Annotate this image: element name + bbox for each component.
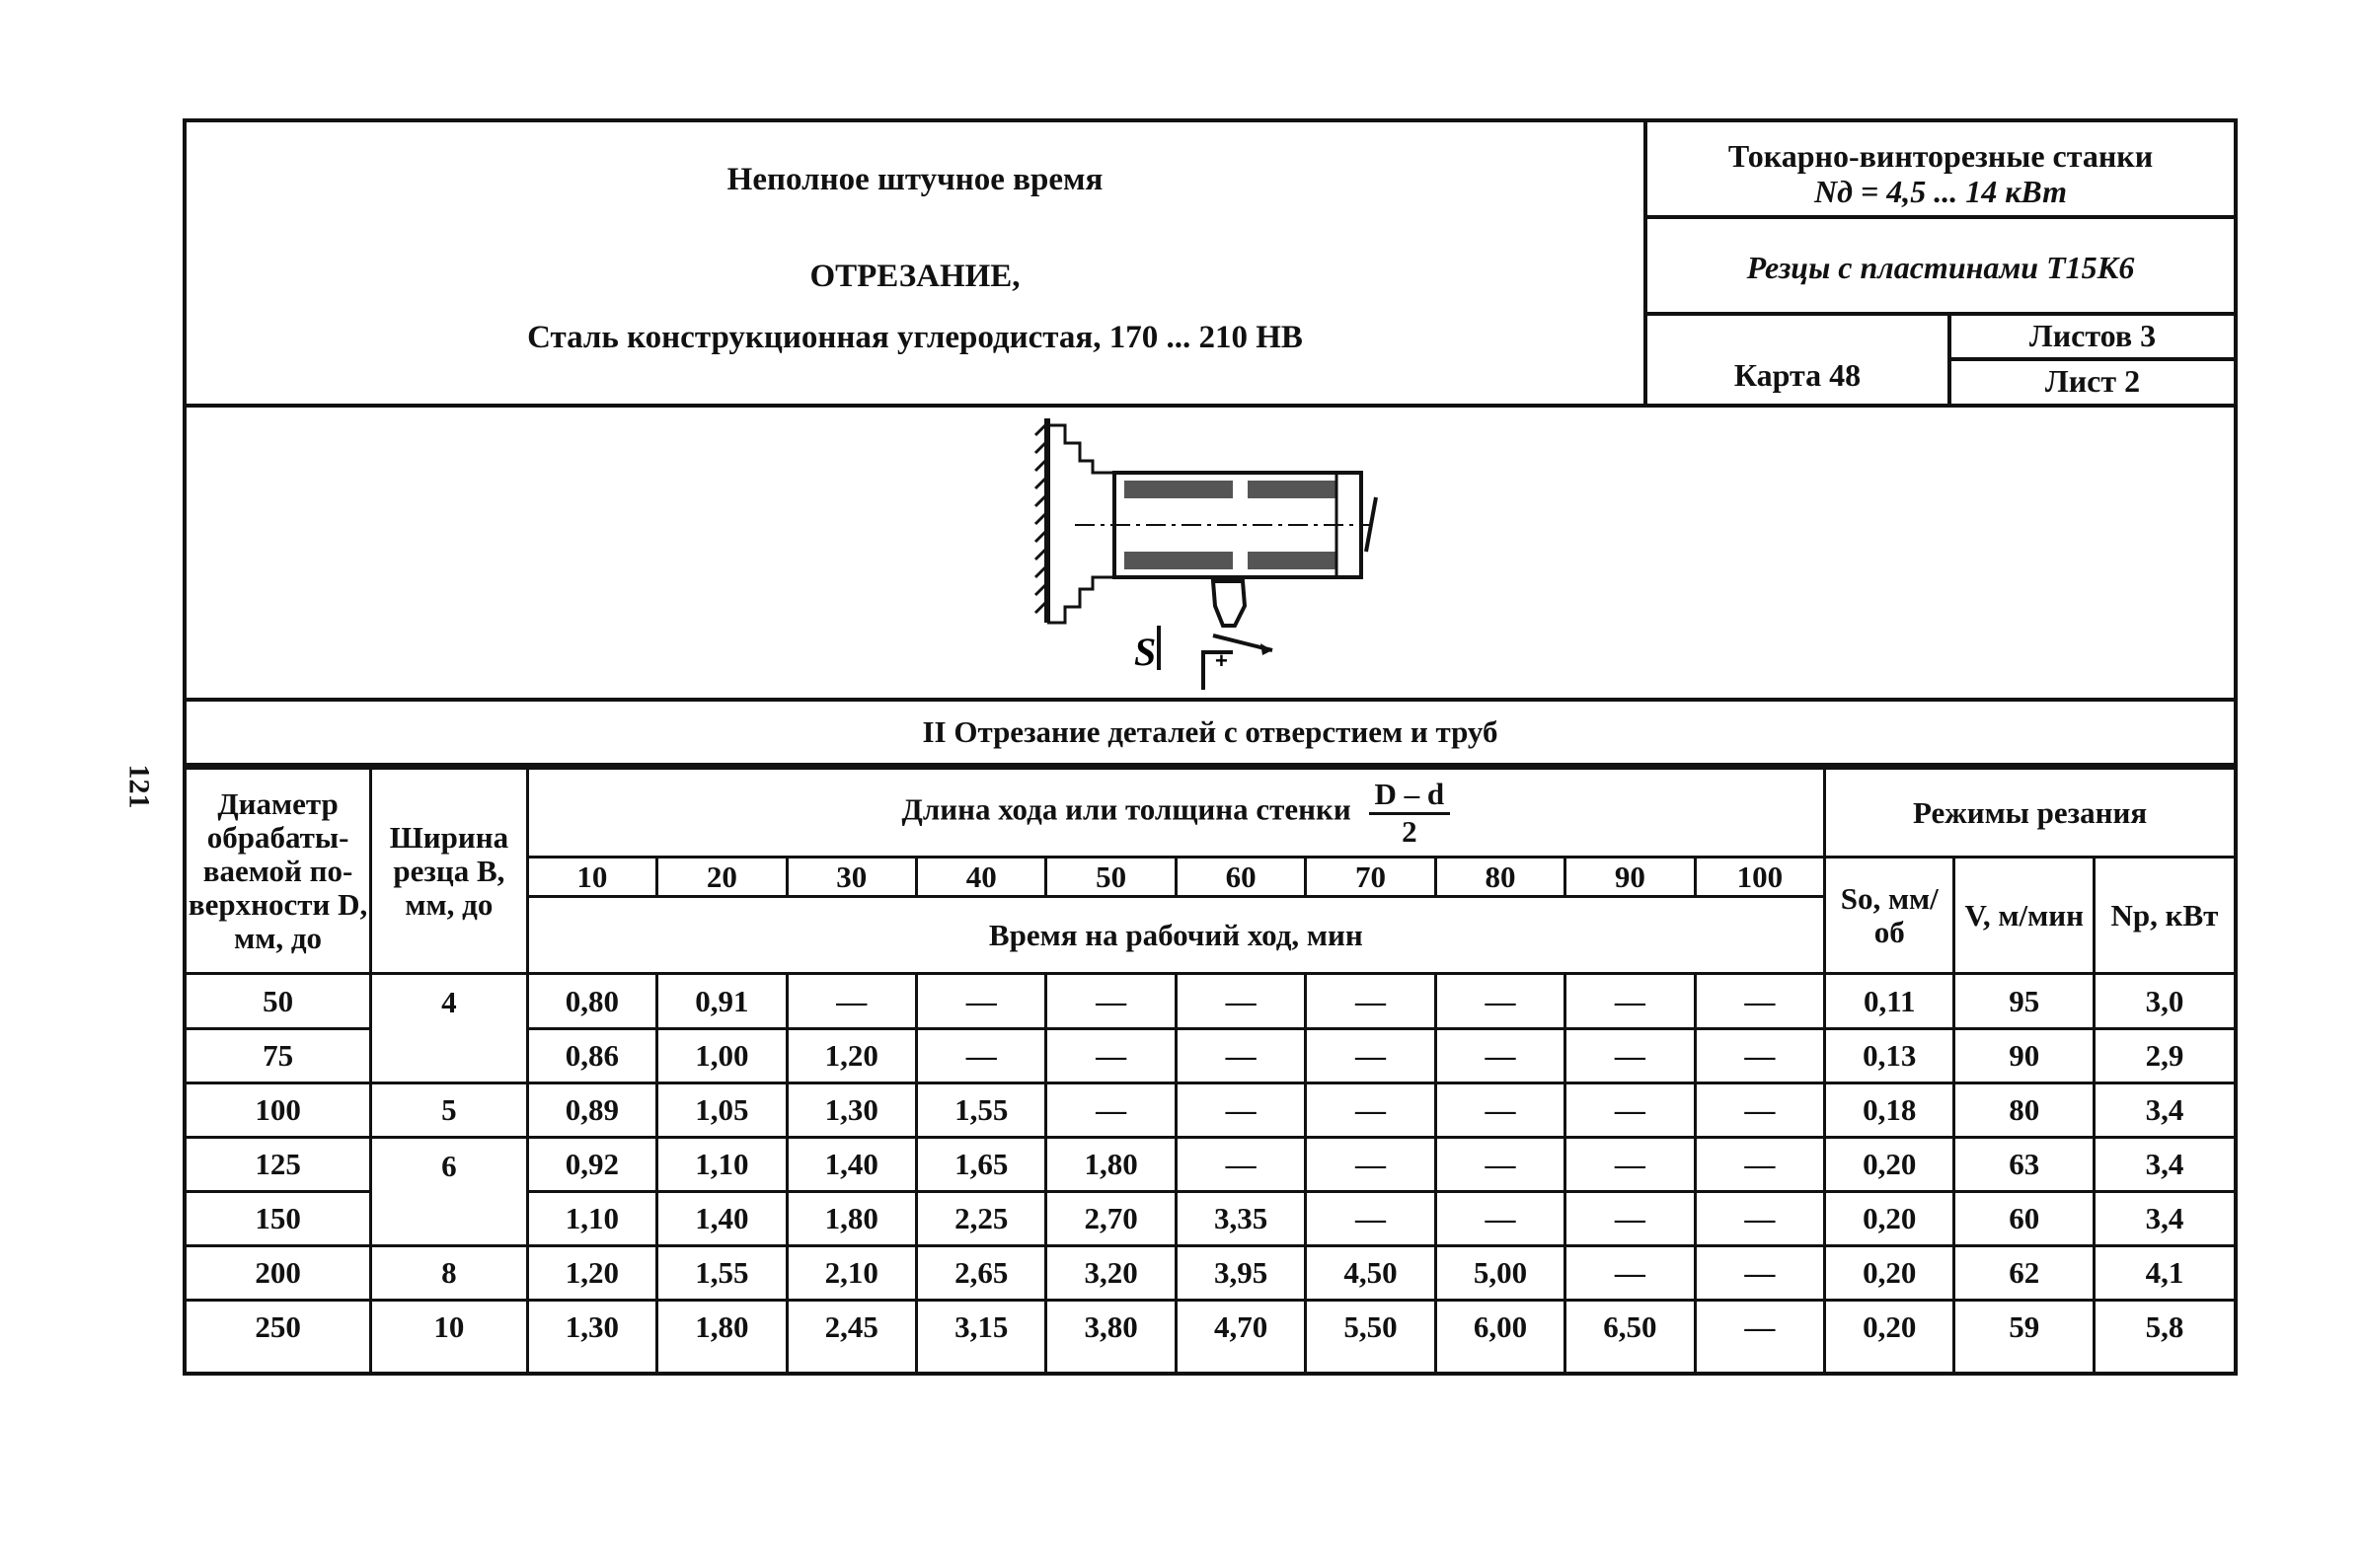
time-cell: —	[1176, 974, 1305, 1029]
machine-cell	[1647, 122, 2234, 219]
header-right	[1647, 122, 2234, 404]
time-cell: 3,80	[1046, 1301, 1176, 1374]
time-cell: —	[1695, 974, 1824, 1029]
so-header: Sо, мм/об	[1825, 858, 1954, 974]
modes-header: Режимы резания	[1825, 769, 2236, 858]
time-cell: 1,20	[787, 1029, 916, 1083]
time-cell: —	[1306, 1083, 1435, 1138]
length-header	[527, 769, 1824, 858]
time-cell: 3,15	[916, 1301, 1045, 1374]
time-cell: 0,89	[527, 1083, 656, 1138]
time-cell: —	[1435, 974, 1564, 1029]
length-value: 50	[1046, 858, 1176, 897]
time-cell: —	[1695, 1029, 1824, 1083]
length-value: 20	[657, 858, 787, 897]
time-cell: 2,10	[787, 1246, 916, 1301]
wall-section	[1124, 552, 1233, 569]
diameter-cell: 250	[185, 1301, 371, 1374]
time-cell: 1,80	[1046, 1138, 1176, 1192]
time-cell: —	[1435, 1029, 1564, 1083]
table-row	[185, 1301, 2236, 1374]
time-cell: —	[1306, 974, 1435, 1029]
time-cell: —	[1565, 1029, 1695, 1083]
time-cell: 2,25	[916, 1192, 1045, 1246]
table-row	[185, 1246, 2236, 1301]
time-cell: 2,70	[1046, 1192, 1176, 1246]
wall-section	[1248, 552, 1336, 569]
time-cell: 4,70	[1176, 1301, 1305, 1374]
length-label: Длина хода или толщина стенки	[901, 791, 1351, 827]
length-value: 10	[527, 858, 656, 897]
diameter-cell: 125	[185, 1138, 371, 1192]
time-cell: —	[916, 1029, 1045, 1083]
time-cell: 1,40	[787, 1138, 916, 1192]
length-value: 100	[1695, 858, 1824, 897]
time-cell: —	[1565, 1246, 1695, 1301]
wall-section	[1124, 481, 1233, 498]
col-diameter-label: Диаметр обрабаты-ваемой по-верхности D, мм, до	[188, 785, 368, 955]
diameter-cell: 200	[185, 1246, 371, 1301]
time-cell: 1,80	[657, 1301, 787, 1374]
feed-label: S	[1134, 630, 1157, 674]
time-cell: 1,30	[787, 1083, 916, 1138]
time-cell: 3,95	[1176, 1246, 1305, 1301]
machine-line-1: Токарно-винторезные станки	[1727, 138, 2154, 174]
col-diameter-header	[185, 769, 371, 974]
time-cell: 0,86	[527, 1029, 656, 1083]
so-cell: 0,18	[1825, 1083, 1954, 1138]
time-cell: 0,91	[657, 974, 787, 1029]
time-cell: 0,92	[527, 1138, 656, 1192]
v-cell: 95	[1954, 974, 2094, 1029]
width-cell: 10	[371, 1301, 528, 1374]
so-cell: 0,20	[1825, 1138, 1954, 1192]
length-value: 80	[1435, 858, 1564, 897]
arrow-head	[1260, 643, 1272, 655]
time-cell: —	[916, 974, 1045, 1029]
time-cell: 1,05	[657, 1083, 787, 1138]
v-header: V, м/мин	[1954, 858, 2094, 974]
drawing-area	[183, 404, 2238, 702]
table-row	[185, 1083, 2236, 1138]
time-cell: —	[1695, 1301, 1824, 1374]
width-cell: 4	[371, 974, 528, 1083]
width-cell: 6	[371, 1138, 528, 1246]
time-cell: 6,00	[1435, 1301, 1564, 1374]
header-line-2: ОТРЕЗАНИЕ,	[809, 259, 1021, 294]
document-card	[183, 118, 2238, 1389]
time-cell: 2,65	[916, 1246, 1045, 1301]
time-cell: —	[1565, 1083, 1695, 1138]
so-cell: 0,20	[1825, 1192, 1954, 1246]
v-cell: 80	[1954, 1083, 2094, 1138]
time-cell: —	[1176, 1138, 1305, 1192]
col-width-header	[371, 769, 528, 974]
time-cell: —	[1695, 1192, 1824, 1246]
time-cell: —	[1695, 1138, 1824, 1192]
time-cell: 5,50	[1306, 1301, 1435, 1374]
time-cell: 6,50	[1565, 1301, 1695, 1374]
np-header: Nр, кВт	[2094, 858, 2236, 974]
time-cell: 3,20	[1046, 1246, 1176, 1301]
np-cell: 3,0	[2094, 974, 2236, 1029]
width-cell: 5	[371, 1083, 528, 1138]
time-cell: 1,40	[657, 1192, 787, 1246]
width-cell: 8	[371, 1246, 528, 1301]
table-row	[185, 1138, 2236, 1192]
so-cell: 0,20	[1825, 1246, 1954, 1301]
so-cell: 0,13	[1825, 1029, 1954, 1083]
time-cell: 4,50	[1306, 1246, 1435, 1301]
wall-fraction	[1369, 777, 1451, 849]
time-cell: 1,20	[527, 1246, 656, 1301]
v-cell: 60	[1954, 1192, 2094, 1246]
card-number: Карта 48	[1647, 316, 1951, 404]
so-cell: 0,11	[1825, 974, 1954, 1029]
time-cell: 3,35	[1176, 1192, 1305, 1246]
time-cell: 1,00	[657, 1029, 787, 1083]
time-cell: 2,45	[787, 1301, 916, 1374]
cutters-cell: Резцы с пластинами Т15К6	[1647, 219, 2234, 316]
time-cell: —	[1306, 1138, 1435, 1192]
time-cell: —	[1565, 974, 1695, 1029]
time-cell: —	[1435, 1192, 1564, 1246]
time-cell: —	[1565, 1138, 1695, 1192]
length-value: 70	[1306, 858, 1435, 897]
v-cell: 62	[1954, 1246, 2094, 1301]
time-cell: —	[1565, 1192, 1695, 1246]
cutting-table-rows	[183, 972, 2238, 1376]
time-cell: 0,80	[527, 974, 656, 1029]
machine-line-2: Nд = 4,5 ... 14 кВт	[1813, 174, 2068, 209]
v-cell: 59	[1954, 1301, 2094, 1374]
time-cell: —	[787, 974, 916, 1029]
v-cell: 90	[1954, 1029, 2094, 1083]
time-cell: —	[1046, 1083, 1176, 1138]
np-cell: 5,8	[2094, 1301, 2236, 1374]
time-cell: —	[1306, 1192, 1435, 1246]
np-cell: 3,4	[2094, 1083, 2236, 1138]
time-cell: 1,10	[657, 1138, 787, 1192]
sheets-total: Листов 3	[1951, 316, 2234, 361]
length-value: 90	[1565, 858, 1695, 897]
header-title-cell	[187, 122, 1647, 404]
section-title: II Отрезание деталей с отверстием и труб	[183, 702, 2238, 767]
cutting-table	[183, 767, 2238, 975]
np-cell: 3,4	[2094, 1138, 2236, 1192]
length-value: 60	[1176, 858, 1305, 897]
time-header: Время на рабочий ход, мин	[527, 897, 1824, 974]
diameter-cell: 75	[185, 1029, 371, 1083]
time-cell: 1,65	[916, 1138, 1045, 1192]
col-width-label: Ширина резца B, мм, до	[389, 819, 509, 922]
time-cell: —	[1306, 1029, 1435, 1083]
np-cell: 3,4	[2094, 1192, 2236, 1246]
page-number: 121	[122, 764, 156, 809]
time-cell: 1,80	[787, 1192, 916, 1246]
table-row	[185, 974, 2236, 1029]
so-cell: 0,20	[1825, 1301, 1954, 1374]
np-cell: 4,1	[2094, 1246, 2236, 1301]
diameter-cell: 100	[185, 1083, 371, 1138]
parting-sketch	[187, 404, 2234, 698]
time-cell: —	[1176, 1029, 1305, 1083]
v-cell: 63	[1954, 1138, 2094, 1192]
time-cell: —	[1176, 1083, 1305, 1138]
wall-section	[1248, 481, 1336, 498]
header-line-1: Неполное штучное время	[726, 162, 1104, 197]
time-cell: —	[1695, 1083, 1824, 1138]
time-cell: 1,30	[527, 1301, 656, 1374]
time-cell: —	[1435, 1138, 1564, 1192]
time-cell: —	[1046, 1029, 1176, 1083]
plus-sign: +	[1215, 648, 1228, 673]
time-cell: 1,10	[527, 1192, 656, 1246]
fraction-numerator: D – d	[1369, 777, 1451, 815]
fraction-denominator: 2	[1402, 814, 1417, 849]
header-block	[183, 118, 2238, 408]
header-line-3: Сталь конструкционная углеродистая, 170 ... 210 НВ	[527, 320, 1303, 355]
length-value: 30	[787, 858, 916, 897]
time-cell: 5,00	[1435, 1246, 1564, 1301]
time-cell: —	[1435, 1083, 1564, 1138]
time-cell: 1,55	[657, 1246, 787, 1301]
time-cell: 1,55	[916, 1083, 1045, 1138]
diameter-cell: 50	[185, 974, 371, 1029]
cutter-tool	[1213, 581, 1245, 626]
length-value: 40	[916, 858, 1045, 897]
time-cell: —	[1695, 1246, 1824, 1301]
sheet-number: Лист 2	[2044, 363, 2141, 399]
np-cell: 2,9	[2094, 1029, 2236, 1083]
time-cell: —	[1046, 974, 1176, 1029]
diameter-cell: 150	[185, 1192, 371, 1246]
